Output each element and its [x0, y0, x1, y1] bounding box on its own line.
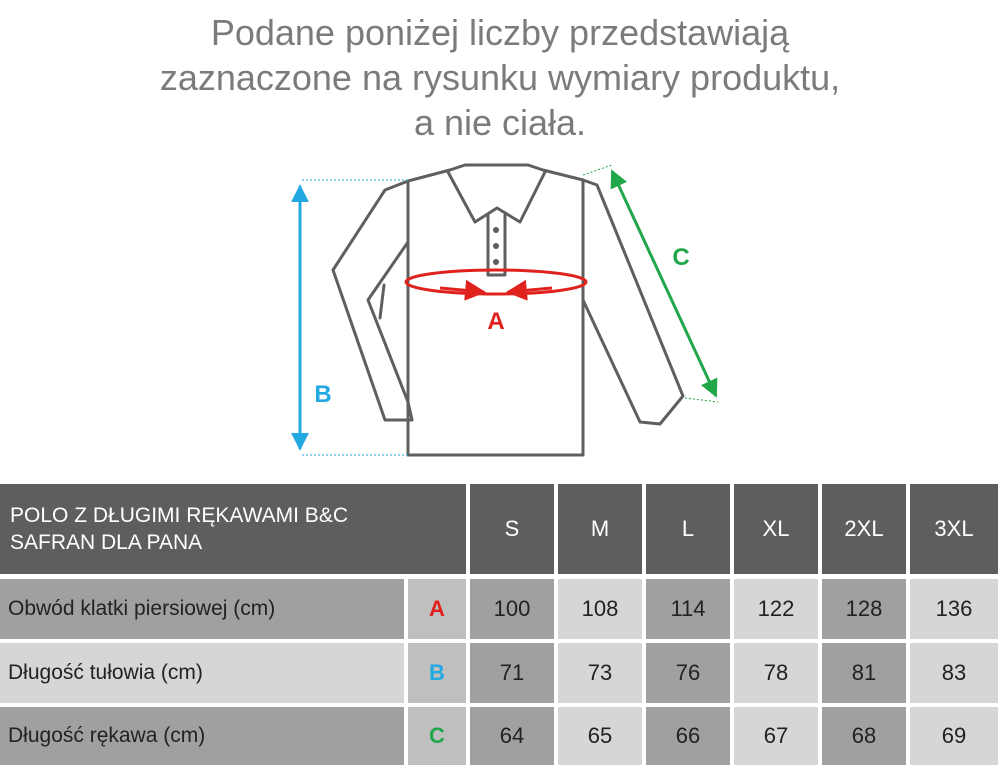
size-header-l: L — [646, 484, 730, 574]
measure-c-arrow — [612, 171, 716, 396]
table-title-line-1: POLO Z DŁUGIMI RĘKAWAMI B&C — [10, 504, 348, 527]
value-b-2xl: 81 — [822, 643, 906, 703]
placket-buttons — [493, 227, 499, 265]
table-title — [0, 484, 466, 574]
intro-line-2: zaznaczone na rysunku wymiary produktu, — [159, 57, 841, 98]
value-c-m: 65 — [558, 707, 642, 765]
value-c-2xl: 68 — [822, 707, 906, 765]
intro-line-1: Podane poniżej liczby przedstawiają — [210, 12, 790, 53]
value-c-xl: 67 — [734, 707, 818, 765]
value-b-xl: 78 — [734, 643, 818, 703]
measure-a-label: A — [487, 308, 505, 335]
guide-lines — [302, 180, 410, 455]
value-c-3xl: 69 — [910, 707, 998, 765]
table-title-line-2: SAFRAN DLA PANA — [10, 531, 203, 554]
size-header-xl: XL — [734, 484, 818, 574]
value-b-s: 71 — [470, 643, 554, 703]
row-letter-a: A — [408, 579, 466, 639]
row-label-chest: Obwód klatki piersiowej (cm) — [0, 579, 404, 639]
row-letter-b: B — [408, 643, 466, 703]
measure-c-label: C — [672, 244, 690, 271]
intro-line-3: a nie ciała. — [413, 102, 587, 143]
size-header-m: M — [558, 484, 642, 574]
row-letter-c: C — [408, 707, 466, 765]
value-a-l: 114 — [646, 579, 730, 639]
value-a-2xl: 128 — [822, 579, 906, 639]
value-b-l: 76 — [646, 643, 730, 703]
value-b-3xl: 83 — [910, 643, 998, 703]
value-c-l: 66 — [646, 707, 730, 765]
value-c-s: 64 — [470, 707, 554, 765]
size-header-3xl: 3XL — [910, 484, 998, 574]
value-a-xl: 122 — [734, 579, 818, 639]
measure-b-label: B — [314, 381, 332, 408]
value-a-s: 100 — [470, 579, 554, 639]
row-label-sleeve-length: Długość rękawa (cm) — [0, 707, 404, 765]
row-label-body-length: Długość tułowia (cm) — [0, 643, 404, 703]
size-header-2xl: 2XL — [822, 484, 906, 574]
value-a-m: 108 — [558, 579, 642, 639]
value-b-m: 73 — [558, 643, 642, 703]
value-a-3xl: 136 — [910, 579, 998, 639]
size-header-s: S — [470, 484, 554, 574]
